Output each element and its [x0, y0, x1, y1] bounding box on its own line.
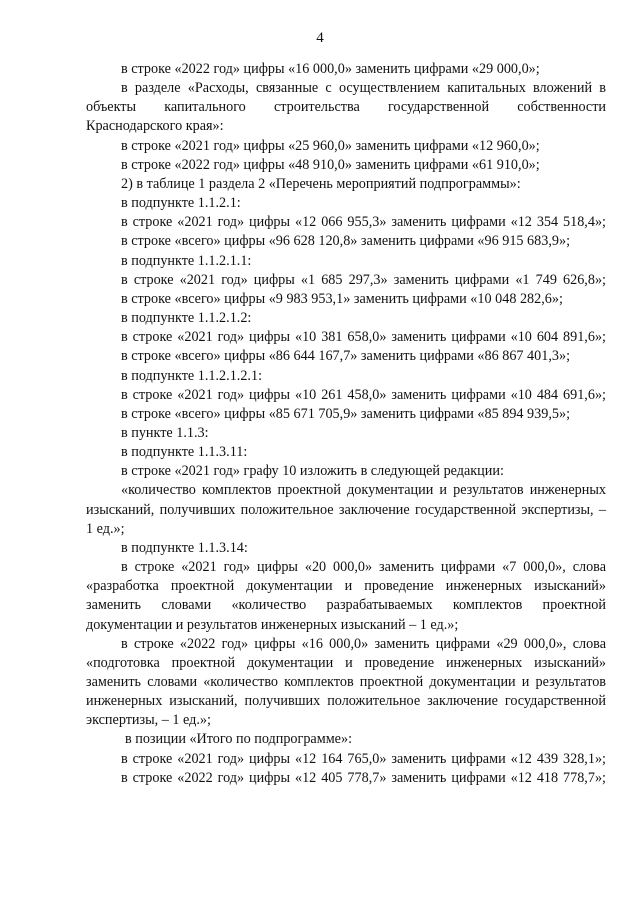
- paragraph: в строке «2021 год» цифры «12 066 955,3» заменить цифрами «12 354 518,4»;: [121, 214, 606, 231]
- paragraph: в строке «2021 год» цифры «10 261 458,0» заменить цифрами «10 484 691,6»;: [121, 386, 606, 403]
- paragraph: в подпункте 1.1.2.1.2:: [121, 310, 252, 327]
- paragraph: в строке «2021 год» цифры «20 000,0» заменить цифрами «7 000,0», слова «разработка проектной документации и проведение инженерных изысканий» заменить словами «количество разрабатываемых комплектов проектной документации и результатов инженерных изысканий – 1 ед.»;: [86, 559, 606, 633]
- paragraph: в строке «2021 год» цифры «10 381 658,0» заменить цифрами «10 604 891,6»;: [121, 329, 606, 346]
- paragraph: в строке «2021 год» цифры «12 164 765,0» заменить цифрами «12 439 328,1»;: [121, 750, 606, 767]
- paragraph: в подпункте 1.1.3.11:: [121, 444, 248, 461]
- paragraph: в строке «2022 год» цифры «12 405 778,7» заменить цифрами «12 418 778,7»;: [121, 769, 606, 786]
- paragraph: в строке «2021 год» цифры «1 685 297,3» заменить цифрами «1 749 626,8»;: [121, 271, 606, 288]
- paragraph: в строке «2022 год» цифры «16 000,0» заменить цифрами «29 000,0», слова «подготовка проектной документации и проведение инженерных изысканий» заменить словами «количество комплектов проектной документации и результатов инженерных изысканий, получивших положительное заключение государственной экспертизы, – 1 ед.»;: [86, 635, 606, 729]
- document-body: [86, 60, 606, 788]
- paragraph: в строке «2021 год» цифры «25 960,0» заменить цифрами «12 960,0»;: [121, 137, 540, 154]
- paragraph: «количество комплектов проектной документации и результатов инженерных изысканий, получивших положительное заключение государственной экспертизы, – 1 ед.»;: [86, 482, 606, 537]
- paragraph: в строке «2022 год» цифры «48 910,0» заменить цифрами «61 910,0»;: [121, 156, 540, 173]
- paragraph: в подпункте 1.1.2.1:: [121, 195, 241, 212]
- paragraph: в пункте 1.1.3:: [121, 424, 209, 441]
- paragraph: в строке «2021 год» графу 10 изложить в следующей редакции:: [121, 463, 504, 480]
- page-number: 4: [316, 30, 324, 46]
- paragraph: 2) в таблице 1 раздела 2 «Перечень мероприятий подпрограммы»:: [121, 175, 521, 192]
- paragraph: в строке «2022 год» цифры «16 000,0» заменить цифрами «29 000,0»;: [121, 61, 540, 77]
- paragraph: в строке «всего» цифры «86 644 167,7» заменить цифрами «86 867 401,3»;: [121, 348, 571, 365]
- paragraph: в позиции «Итого по подпрограмме»:: [125, 731, 353, 748]
- paragraph: в строке «всего» цифры «96 628 120,8» заменить цифрами «96 915 683,9»;: [121, 233, 571, 250]
- paragraph: в строке «всего» цифры «85 671 705,9» заменить цифрами «85 894 939,5»;: [121, 405, 571, 422]
- paragraph: в подпункте 1.1.2.1.1:: [121, 252, 252, 269]
- paragraph: в разделе «Расходы, связанные с осуществлением капитальных вложений в объекты капитального строительства государственной собственности Краснодарского края»:: [86, 80, 606, 135]
- paragraph: в подпункте 1.1.2.1.2.1:: [121, 367, 263, 384]
- paragraph: в подпункте 1.1.3.14:: [121, 539, 248, 556]
- paragraph: в строке «всего» цифры «9 983 953,1» заменить цифрами «10 048 282,6»;: [121, 290, 563, 307]
